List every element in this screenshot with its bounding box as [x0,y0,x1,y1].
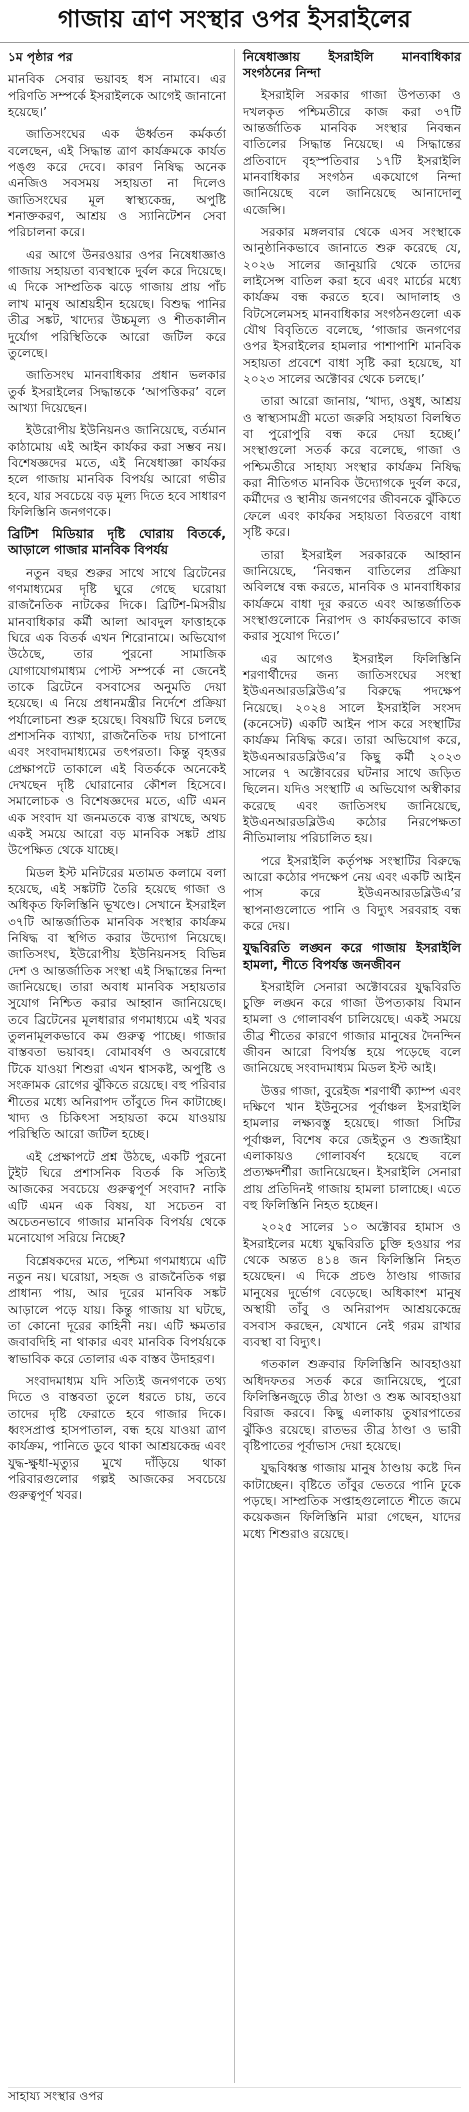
right-para: ইসরাইলি সরকার গাজা উপত্যকা ও দখলকৃত পশ্চিমতীরে কাজ করা ৩৭টি আন্তর্জাতিক মানবিক সংস্থার নিবন্ধন বাতিলের সিদ্ধান্ত নিয়েছে। এ সিদ্ধান্তের প্রতিবাদে বৃহস্পতিবার ১৭টি ইসরাইলি মানবাধিকার সংগঠন একযোগে নিন্দা জানিয়েছে বলে জানিয়েছে আনাদোলু এজেন্সি। [243,88,461,217]
left-para: সংবাদমাধ্যম যদি সত্যিই জনগণকে তথ্য দিতে ও বাস্তবতা তুলে ধরতে চায়, তবে তাদের দৃষ্টি ফেরাতে হবে গাজার দিকে। ধ্বংসপ্রাপ্ত হাসপাতাল, বন্ধ হয়ে যাওয়া ত্রাণ কার্যক্রম, পানিতে ডুবে থাকা আশ্রয়কেন্দ্র এবং যুদ্ধ-ক্ষুধা-মৃত্যুর মুখে দাঁড়িয়ে থাকা পরিবারগুলোর গল্পই আজকের সবচেয়ে গুরুত্বপূর্ণ খবর। [8,1374,226,1503]
left-column [8,49,226,2083]
column-rule [234,49,235,2083]
right-para: গতকাল শুক্রবার ফিলিস্তিনি আবহাওয়া অধিদফতর সতর্ক করে জানিয়েছে, পুরো ফিলিস্তিনজুড়ে তীব্র ঠাণ্ডা ও শুষ্ক আবহাওয়া বিরাজ করবে। কিছু এলাকায় তুষারপাতের ঝুঁকিও রয়েছে। রাতভর তীব্র ঠাণ্ডা ও ভারী বৃষ্টিপাতের পূর্বাভাস দেয়া হয়েছে। [243,1357,461,1453]
left-para: এর আগে উনরওয়ার ওপর নিষেধাজ্ঞাও গাজায় সহায়তা ব্যবস্থাকে দুর্বল করে দিয়েছে। এ দিকে সাম্প্রতিক ঝড়ে গাজায় প্রায় পাঁচ লাখ মানুষ আশ্রয়হীন হয়েছে। বিশুদ্ধ পানির তীব্র সঙ্কট, খাদ্যের উচ্চমূল্য ও শীতকালীন দুর্যোগ পরিস্থিতিকে আরো জটিল করে তুলেছে। [8,247,226,360]
page-footer [8,2087,461,2108]
subhead-rights: নিষেধাজ্ঞায় ইসরাইলি মানবাধিকার সংগঠনের নিন্দা [243,49,461,81]
left-para: জাতিসংঘের এক ঊর্ধ্বতন কর্মকর্তা বলেছেন, এই সিদ্ধান্ত ত্রাণ কার্যক্রমকে কার্যত পঙ্গু করে দেবে। কারণ নিষিদ্ধ অনেক এনজিও সবসময় সহায়তা না দিলেও জাতিসংঘের মূল স্বাস্থ্যকেন্দ্র, অপুষ্টি শনাক্তকরণ, আশ্রয় ও স্যানিটেশন সেবা পরিচালনা করে। [8,127,226,240]
article-columns [0,43,469,2083]
continued-from-first-page: ১ম পৃষ্ঠার পর [8,50,73,64]
right-para: ২০২৫ সালের ১০ অক্টোবর হামাস ও ইসরাইলের মধ্যে যুদ্ধবিরতি চুক্তি হওয়ার পর থেকে অন্তত ৪১৪ জন ফিলিস্তিনি নিহত হয়েছেন। এ দিকে প্রচণ্ড ঠাণ্ডায় গাজার মানুষের দুর্ভোগ বেড়েছে। অধিকাংশ মানুষ অস্থায়ী তাঁবু ও অনিরাপদ আশ্রয়কেন্দ্রে বসবাস করছেন, যেখানে নেই গরম রাখার ব্যবস্থা বা বিদ্যুৎ। [243,1220,461,1349]
right-para: যুদ্ধবিধ্বস্ত গাজায় মানুষ ঠাণ্ডায় কষ্টে দিন কাটাচ্ছেন। বৃষ্টিতে তাঁবুর ভেতরে পানি ঢুকে পড়ছে। সাম্প্রতিক সপ্তাহগুলোতে শীতে জমে কয়েকজন ফিলিস্তিনি মারা গেছেন, যাদের মধ্যে শিশুরাও রয়েছে। [243,1461,461,1541]
right-para: এর আগেও ইসরাইল ফিলিস্তিনি শরণার্থীদের জন্য জাতিসংঘের সংস্থা ইউএনআরডব্লিউএ’র বিরুদ্ধে পদক্ষেপ নিয়েছে। ২০২৪ সালে ইসরাইলি সংসদ (কনেসেট) একটি আইন পাস করে সংস্থাটির কার্যক্রম নিষিদ্ধ করে। তারা অভিযোগ করে, ইউএনআরডব্লিউএ’র কিছু কর্মী ২০২৩ সালের ৭ অক্টোবরের ঘটনার সাথে জড়িত ছিলেন। যদিও সংস্থাটি এ অভিযোগ অস্বীকার করেছে এবং জাতিসংঘ জানিয়েছে, ইউএনআরডব্লিউএ কঠোর নিরপেক্ষতা নীতিমালায় পরিচালিত হয়। [243,651,461,846]
right-para: পরে ইসরাইলি কর্তৃপক্ষ সংস্থাটির বিরুদ্ধে আরো কঠোর পদক্ষেপ নেয় এবং একটি আইন পাস করে ইউএনআরডব্লিউএ’র স্থাপনাগুলোতে পানি ও বিদ্যুৎ সরবরাহ বন্ধ করে দেয়। [243,853,461,934]
left-para: জাতিসংঘ মানবাধিকার প্রধান ভলকার তুর্ক ইসরাইলের সিদ্ধান্তকে ‘আপত্তিকর’ বলে আখ্যা দিয়েছেন। [8,368,226,415]
right-para: তারা আরো জানায়, ‘খাদ্য, ওষুধ, আশ্রয় ও স্বাস্থ্যসামগ্রী মতো জরুরি সহায়তা বিলম্বিত বা পুরোপুরি বন্ধ করে দেয়া হচ্ছে।’ সংস্থাগুলো সতর্ক করে বলেছে, গাজা ও পশ্চিমতীরে সাহায্য সংস্থার কার্যক্রম নিষিদ্ধ করা নীতিগত মানবিক উদ্যোগকে দুর্বল করে, কর্মীদের ও স্থানীয় জনগণের জীবনকে ঝুঁকিতে ফেলে এবং কার্যকর সহায়তা বিতরণে বাধা সৃষ্টি করে। [243,394,461,540]
footer-left-text: সাহায্য সংস্থার ওপর [8,2089,104,2103]
headline: গাজায় ত্রাণ সংস্থার ওপর ইসরাইলের [0,0,469,43]
left-para: নতুন বছর শুরুর সাথে সাথে ব্রিটেনের গণমাধ্যমের দৃষ্টি ঘুরে গেছে ঘরোয়া রাজনৈতিক নাটকের দিকে। ব্রিটিশ-মিসরীয় মানবাধিকার কর্মী আলা আবদুল ফাত্তাহকে ঘিরে এক বিতর্ক এখন শিরোনামে। অভিযোগ উঠেছে, তার পুরনো সামাজিক যোগাযোগমাধ্যম পোস্ট সম্পর্কে না জেনেই তাকে ব্রিটেনে বসবাসের অনুমতি দেয়া হয়েছে। এ নিয়ে প্রধানমন্ত্রীর নির্দেশে প্রক্রিয়া পর্যালোচনা শুরু হয়েছে। বিষয়টি ঘিরে চলছে প্রশাসনিক ব্যাখ্যা, রাজনৈতিক দায় চাপানো এবং সংবাদমাধ্যমের তৎপরতা। কিন্তু বৃহত্তর প্রেক্ষাপটে তাকালে এই বিতর্ককে অনেকেই দেখছেন দৃষ্টি ঘোরানোর কৌশল হিসেবে। সমালোচক ও বিশেষজ্ঞদের মতে, এটি এমন এক সংবাদ যা জনমতকে ব্যস্ত রাখছে, অথচ একই সময়ে আরো বড় মানবিক সঙ্কট প্রায় উপেক্ষিত থেকে যাচ্ছে। [8,565,226,858]
subhead-media: ব্রিটিশ মিডিয়ার দৃষ্টি ঘোরায় বিতর্কে, আড়ালে গাজার মানবিক বিপর্যয় [8,526,226,558]
left-para: বিশ্লেষকদের মতে, পশ্চিমা গণমাধ্যমে এটি নতুন নয়। ঘরোয়া, সহজ ও রাজনৈতিক গল্প প্রাধান্য পায়, আর দূরের মানবিক সঙ্কট আড়ালে পড়ে যায়। কিন্তু গাজায় যা ঘটছে, তা কোনো দূরের কাহিনী নয়। এটি ক্ষমতার জবাবদিহি না থাকার এবং মানবিক বিপর্যয়কে স্বাভাবিক করে তোলার এক বাস্তব উদাহরণ। [8,1253,226,1366]
right-para: সরকার মঙ্গলবার থেকে এসব সংস্থাকে আনুষ্ঠানিকভাবে জানাতে শুরু করেছে যে, ২০২৬ সালের জানুয়ারি থেকে তাদের লাইসেন্স বাতিল করা হবে এবং মার্চের মধ্যে কার্যক্রম বন্ধ করতে হবে। আদালাহ ও বিটসেলেমসহ মানবাধিকার সংগঠনগুলো এক যৌথ বিবৃতিতে বলেছে, ‘গাজার জনগণের ওপর ইসরাইলের হামলার পাশাপাশি মানবিক সহায়তা প্রবেশে বাধা সৃষ্টি করা হয়েছে, যা ২০২৩ সালের অক্টোবর থেকে চলছে।’ [243,224,461,387]
right-para: ইসরাইলি সেনারা অক্টোবরের যুদ্ধবিরতি চুক্তি লঙ্ঘন করে গাজা উপত্যকায় বিমান হামলা ও গোলাবর্ষণ চালিয়েছে। একই সময়ে তীব্র শীতের কারণে গাজার মানুষের দৈনন্দিন জীবন আরো বিপর্যস্ত হয়ে পড়েছে বলে জানিয়েছে সংবাদমাধ্যম মিডল ইস্ট আই। [243,979,461,1076]
left-para: ইউরোপীয় ইউনিয়নও জানিয়েছে, বর্তমান কাঠামোয় এই আইন কার্যকর করা সম্ভব নয়। বিশেষজ্ঞদের মতে, এই নিষেধাজ্ঞা কার্যকর হলে গাজায় মানবিক বিপর্যয় আরো গভীর হবে, যার সবচেয়ে বড় মূল্য দিতে হবে সাধারণ ফিলিস্তিনি জনগণকে। [8,423,226,519]
right-para: উত্তর গাজা, বুরেইজ শরণার্থী ক্যাম্প এবং দক্ষিণে খান ইউনুসের পূর্বাঞ্চল ইসরাইলি হামলার লক্ষ্যবস্তু হয়েছে। গাজা সিটির পূর্বাঞ্চল, বিশেষ করে জেইতুন ও শুজাইয়া এলাকায়ও গোলাবর্ষণ হয়েছে বলে প্রত্যক্ষদর্শীরা জানিয়েছেন। ইসরাইলি সেনারা প্রায় প্রতিদিনই গাজায় হামলা চালাচ্ছে। এতে বহু ফিলিস্তিনি নিহত হচ্ছেন। [243,1083,461,1213]
right-column [243,49,461,2083]
right-para: তারা ইসরাইল সরকারকে আহ্বান জানিয়েছে, ‘নিবন্ধন বাতিলের প্রক্রিয়া অবিলম্বে বন্ধ করতে, মানবিক ও মানবাধিকার কার্যক্রমে বাধা দূর করতে এবং আন্তর্জাতিক সংস্থাগুলোকে নিরাপদ ও কার্যকরভাবে কাজ করার সুযোগ দিতে।’ [243,547,461,644]
left-para: মানবিক সেবার ভয়াবহ ধস নামাবে। এর পরিণতি সম্পর্কে ইসরাইলকে আগেই জানানো হয়েছে।’ [8,72,226,120]
left-para: মিডল ইস্ট মনিটরের মতামত কলামে বলা হয়েছে, এই সঙ্কটটি তৈরি হয়েছে গাজা ও অধিকৃত ফিলিস্তিনি ভূখণ্ডে। সেখানে ইসরাইল ৩৭টি আন্তর্জাতিক মানবিক সংস্থার কার্যক্রম নিষিদ্ধ বা স্থগিত করার উদ্যোগ নিয়েছে। জাতিসংঘ, ইউরোপীয় ইউনিয়নসহ বিভিন্ন দেশ ও আন্তর্জাতিক সংস্থা এই সিদ্ধান্তের নিন্দা জানিয়েছে। তারা অবাধ মানবিক সহায়তার সুযোগ নিশ্চিত করার আহ্বান জানিয়েছে। তবে ব্রিটেনের মূলধারার গণমাধ্যমে এই খবর তুলনামূলকভাবে কম গুরুত্ব পাচ্ছে। গাজার বাস্তবতা ভয়াবহ। বোমাবর্ষণ ও অবরোধে টিকে যাওয়া শিশুরা এখন শ্বাসকষ্ট, অপুষ্টি ও সংক্রামক রোগের ঝুঁকিতে রয়েছে। বহু পরিবার শীতের মধ্যে অনিরাপদ তাঁবুতে দিন কাটাচ্ছে। খাদ্য ও চিকিৎসা সহায়তা কমে যাওয়ায় পরিস্থিতি আরো জটিল হচ্ছে। [8,865,226,1142]
subhead-winter: যুদ্ধবিরতি লঙ্ঘন করে গাজায় ইসরাইলি হামলা, শীতে বিপর্যস্ত জনজীবন [243,940,461,972]
left-para: এই প্রেক্ষাপটে প্রশ্ন উঠছে, একটি পুরনো টুইট ঘিরে প্রশাসনিক বিতর্ক কি সত্যিই আজকের সবচেয়ে গুরুত্বপূর্ণ সংবাদ? নাকি এটি এমন এক বিষয়, যা সচেতন বা অচেতনভাবে গাজার মানবিক বিপর্যয় থেকে মনোযোগ সরিয়ে নিচ্ছে? [8,1149,226,1246]
